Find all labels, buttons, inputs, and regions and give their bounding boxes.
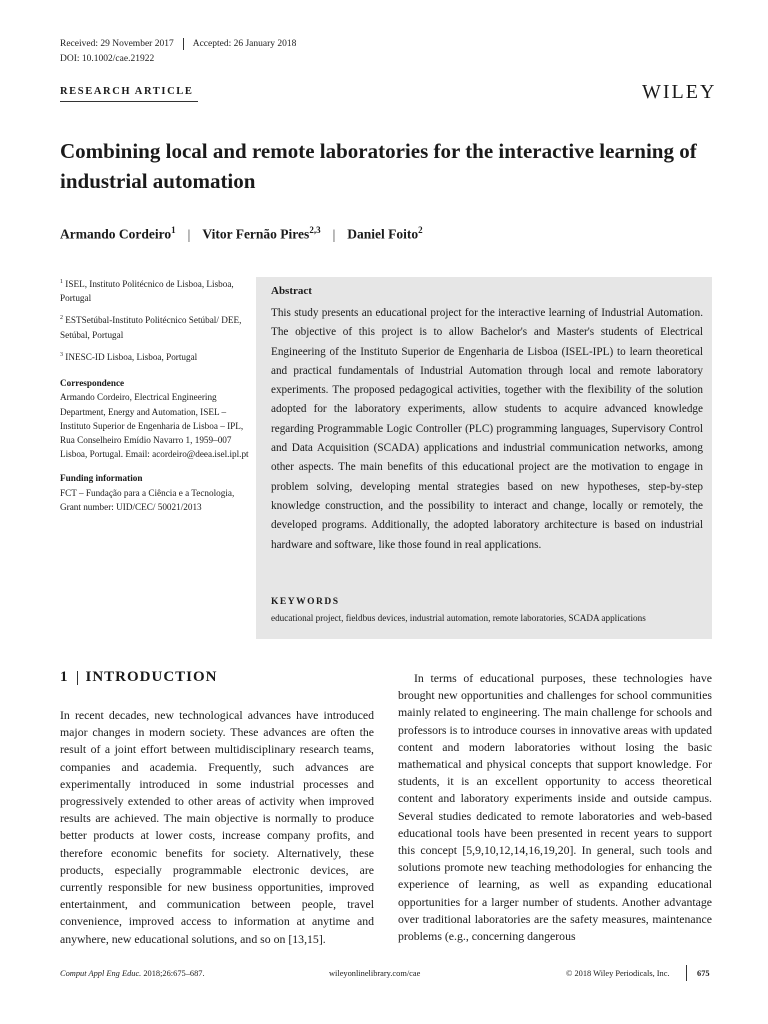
journal-url[interactable]: wileyonlinelibrary.com/cae	[329, 969, 421, 978]
section-number: 1	[60, 669, 69, 685]
correspondence-text: Armando Cordeiro, Electrical Engineering Department, Energy and Automation, ISEL – Instituto Superior de Engenharia de Lisboa – IPL, Rua Conselheiro Emídio Navarro 1, 1959–007 Lisboa, Portugal. Email: acordeiro@deea.isel.ipl.pt	[60, 392, 249, 460]
journal-name: Comput Appl Eng Educ.	[60, 969, 142, 978]
abstract-text: This study presents an educational project for the interactive learning of Industrial Automation. The objective of this project is to allow Bachelor's and Master's students of Electrical Engineering of the Instituto Superior de Engenharia de Lisboa (ISEL-IPL) to learn theoretical and practical fundamentals of Industrial Automation through local and remote laboratory experiments. The proposed pedagogical activities, together with the flexibility of the solution adopted for the laboratory experiments, allow students to acquire advanced knowledge regarding Programmable Logic Controller (PLC) programming languages, Supervisory Control and Data Acquisition (SCADA) applications and industrial communication networks, among other aspects. The main benefits of this educational project are the motivation to engage in problem solving, developing mental strategies based on new hypotheses, step-by-step knowledge construction, and the possibility to interact and change, locally or remotely, the developed programs. Additionally, the adopted laboratory architecture is based on industrial hardware and software, like those found in real applications.	[271, 307, 703, 551]
author-name[interactable]: Vitor Fernão Pires	[202, 226, 310, 242]
wiley-logo: WILEY	[642, 81, 717, 103]
abstract-heading: Abstract	[271, 285, 312, 297]
author-divider: |	[332, 226, 336, 242]
affiliation: $^1$ ISEL, Instituto Politécnico de Lisboa, Lisboa, Portugal	[60, 279, 234, 304]
affiliation: $^3$ INESC-ID Lisboa, Lisboa, Portugal	[60, 351, 198, 362]
section-divider	[77, 671, 78, 685]
paper-title: Combining local and remote laboratories for the interactive learning of industrial automation	[60, 139, 697, 193]
section-heading	[60, 669, 218, 686]
article-type-underline	[60, 101, 198, 102]
author-divider: |	[187, 226, 191, 242]
journal-citation	[60, 969, 205, 978]
section-title: INTRODUCTION	[85, 669, 218, 685]
doi[interactable]: DOI: 10.1002/cae.21922	[60, 54, 155, 64]
page-number: 675	[697, 969, 710, 978]
body-paragraph: In terms of educational purposes, these technologies have brought new opportunities and challenges for school communities mainly related to engineering. The main challenge for schools and professors is to introduce courses in innovative areas with updated content and modern laboratories without losing the basic mathematical and physical concepts that support knowledge. For students, it is an excellent opportunity to access theoretical content and laboratory experiments inside and outside campus. Several studies dedicated to remote laboratories and web-based educational tools have been presented in recent years to support this concept [5,9,10,12,14,16,19,20]. In general, such tools and solutions promote new teaching methodologies for enhancing the experience of learning, as well as expanding educational opportunities for a larger number of students. Another advantage over traditional laboratories are the safety measures, maintenance problems (e.g., concerning dangerous	[398, 671, 712, 944]
body-paragraph: In recent decades, new technological advances have introduced major changes in modern society. These advances are often the result of a joint effort between multidisciplinary research teams, companies and academia. Frequently, such advances are experimentally introduced in some industrial processes and progressively extended to other areas of activity when improved results are achieved. The main objective is normally to produce better products at lower costs, increase company profits, and therefore economic benefits for society. Alternatively, these products, especially programmable electronic devices, are currently responsible for new business opportunities, improved entertainment, and communication between people, travel convenience, improved access to information at anytime and anywhere, new educational solutions, and so on [13,15].	[60, 708, 374, 946]
affiliation: $^2$ ESTSetúbal-Instituto Politécnico Setúbal/ DEE, Setúbal, Portugal	[60, 315, 242, 340]
copyright: © 2018 Wiley Periodicals, Inc.	[566, 969, 670, 978]
keywords-list: educational project, fieldbus devices, industrial automation, remote laboratories, SCADA applications	[271, 613, 646, 623]
volume-pages: 2018;26:675–687.	[143, 969, 205, 978]
author-affiliation-marker: 2,3	[309, 225, 321, 235]
accepted-date: Accepted: 26 January 2018	[192, 39, 297, 50]
meta-divider	[183, 38, 184, 50]
submission-dates	[60, 38, 296, 50]
author-name[interactable]: Daniel Foito	[347, 226, 419, 242]
correspondence-heading: Correspondence	[60, 378, 125, 389]
keywords-heading: KEYWORDS	[271, 597, 340, 607]
funding-text: FCT – Fundação para a Ciência e a Tecnologia, Grant number: UID/CEC/ 50021/2013	[60, 487, 235, 512]
funding-heading: Funding information	[60, 473, 143, 484]
author-list	[60, 225, 423, 243]
footer-divider	[686, 965, 687, 981]
author-affiliation-marker: 2	[418, 225, 423, 235]
author-affiliation-marker: 1	[171, 225, 176, 235]
received-date: Received: 29 November 2017	[60, 39, 174, 50]
author-name[interactable]: Armando Cordeiro	[60, 226, 172, 242]
side-notes	[60, 275, 250, 514]
article-type: RESEARCH ARTICLE	[60, 86, 194, 97]
